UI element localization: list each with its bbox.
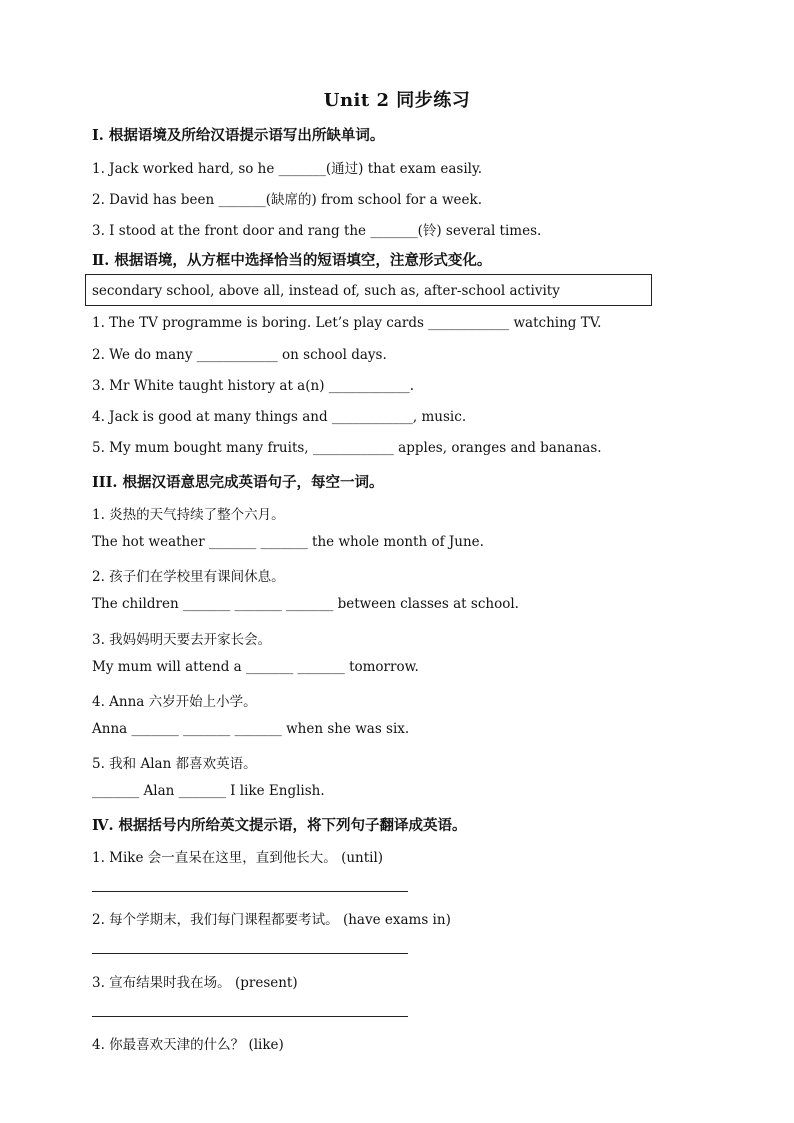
section-3-answer-1: The hot weather _______ _______ the whole month of June. [92,534,484,550]
section-2-item-1: 1. The TV programme is boring. Let’s play cards ____________ watching TV. [92,315,602,331]
section-3-answer-5: _______ Alan _______ I like English. [92,783,325,799]
section-2-item-4: 4. Jack is good at many things and ____________, music. [92,409,467,425]
section-1-item-1: 1. Jack worked hard, so he _______(通过) that exam easily. [92,161,483,177]
section-2-item-3: 3. Mr White taught history at a(n) ____________. [92,378,415,394]
section-3-heading: III. 根据汉语意思完成英语句子，每空一词。 [92,474,384,491]
section-3-answer-2: The children _______ _______ _______ between classes at school. [92,596,519,612]
section-3-prompt-1: 1. 炎热的天气持续了整个六月。 [92,507,285,523]
section-3-prompt-2: 2. 孩子们在学校里有课间休息。 [92,569,285,585]
section-1-heading: Ⅰ. 根据语境及所给汉语提示语写出所缺单词。 [92,127,385,144]
section-4-item-4: 4. 你最喜欢天津的什么？ (like) [92,1037,284,1053]
section-4-heading: Ⅳ. 根据括号内所给英文提示语，将下列句子翻译成英语。 [92,817,467,834]
section-3-prompt-5: 5. 我和 Alan 都喜欢英语。 [92,756,257,772]
phrase-box [85,274,652,306]
section-3-prompt-4: 4. Anna 六岁开始上小学。 [92,694,257,710]
section-3-answer-3: My mum will attend a _______ _______ tomorrow. [92,659,419,675]
answer-line-3 [92,1016,408,1017]
section-2-heading: Ⅱ. 根据语境，从方框中选择恰当的短语填空，注意形式变化。 [92,252,492,269]
section-1-item-3: 3. I stood at the front door and rang the _______(铃) several times. [92,223,542,239]
section-3-answer-4: Anna _______ _______ _______ when she was six. [92,721,410,737]
section-2-item-5: 5. My mum bought many fruits, ____________ apples, oranges and bananas. [92,440,602,456]
section-3-prompt-3: 3. 我妈妈明天要去开家长会。 [92,632,272,648]
phrase-box-text: secondary school, above all, instead of, such as, after-school activity [92,283,560,299]
answer-line-1 [92,891,408,892]
page-title: Unit 2 同步练习 [323,90,471,111]
section-4-item-3: 3. 宣布结果时我在场。 (present) [92,975,298,991]
section-4-item-1: 1. Mike 会一直呆在这里，直到他长大。 (until) [92,850,384,866]
section-4-item-2: 2. 每个学期末，我们每门课程都要考试。 (have exams in) [92,912,451,928]
section-1-item-2: 2. David has been _______(缺席的) from school for a week. [92,192,482,208]
section-2-item-2: 2. We do many ____________ on school days. [92,347,387,363]
answer-line-2 [92,953,408,954]
